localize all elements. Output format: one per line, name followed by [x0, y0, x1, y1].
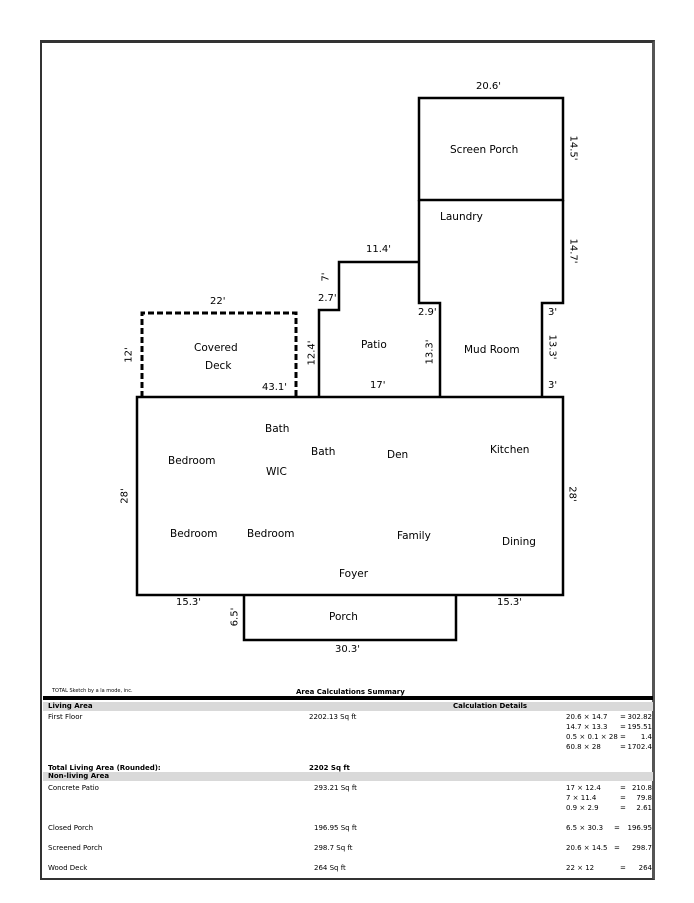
calc-expr: 0.9 × 2.9: [566, 804, 599, 812]
living-area-header: Living Area: [48, 702, 93, 710]
room-bedroom: Bedroom: [168, 455, 216, 467]
room-kitchen: Kitchen: [490, 444, 530, 456]
calc-eq: =: [620, 723, 626, 731]
dimension-label: 3': [548, 380, 558, 391]
calc-eq: =: [620, 864, 626, 872]
dimension-label: 6.5': [229, 607, 241, 627]
calc-value: 196.95: [627, 824, 652, 832]
room-den: Den: [387, 449, 409, 461]
dimension-label: 13.3': [546, 334, 558, 360]
calc-eq: =: [620, 713, 626, 721]
area-name: First Floor: [48, 713, 83, 721]
dimension-label: 13.3': [424, 339, 436, 365]
calc-expr: 22 × 12: [566, 864, 595, 872]
calc-value: 1702.4: [627, 743, 652, 751]
room-foyer: Foyer: [339, 568, 369, 580]
area-name: Wood Deck: [48, 864, 88, 872]
dimension-label: 30.3': [335, 644, 361, 655]
room-patio: Patio: [361, 339, 387, 351]
calc-value: 302.82: [627, 713, 652, 721]
dimension-label: 28': [119, 488, 131, 504]
dimension-label: 12.4': [306, 340, 318, 366]
calc-value: 195.51: [627, 723, 652, 731]
room-dining: Dining: [502, 536, 536, 548]
calc-eq: =: [620, 794, 626, 802]
dimension-label: 14.5': [567, 135, 579, 161]
dimension-label: 7': [320, 272, 332, 282]
calc-eq: =: [614, 824, 620, 832]
calc-value: 264: [638, 864, 652, 872]
area-name: Closed Porch: [48, 824, 94, 832]
area-name: Concrete Patio: [48, 784, 99, 792]
software-credit: TOTAL Sketch by a la mode, inc.: [52, 688, 133, 694]
area-value: 196.95 Sq ft: [314, 824, 357, 832]
summary-divider: [43, 696, 653, 700]
calc-eq: =: [620, 804, 626, 812]
calc-eq: =: [614, 844, 620, 852]
dimension-label: 12': [123, 347, 135, 363]
dimension-label: 28': [566, 486, 578, 502]
calc-value: 79.8: [636, 794, 652, 802]
room-screen-porch: Screen Porch: [450, 144, 519, 156]
dimension-label: 14.7': [567, 238, 579, 264]
calc-expr: 60.8 × 28: [566, 743, 601, 751]
dimension-label: 2.9': [418, 307, 437, 318]
dimension-label: 2.7': [318, 293, 337, 304]
calc-eq: =: [620, 784, 626, 792]
nonliving-area-bar: [43, 772, 653, 781]
total-living-area-value: 2202 Sq ft: [309, 764, 350, 772]
room-bath: Bath: [265, 423, 290, 435]
calc-eq: =: [620, 743, 626, 751]
mud-room-right-wall: [542, 200, 563, 397]
total-living-area-label: Total Living Area (Rounded):: [48, 764, 161, 772]
main-house-outline: [137, 397, 563, 595]
calc-value: 2.61: [636, 804, 652, 812]
calc-value: 1.4: [640, 733, 652, 741]
room-bedroom: Bedroom: [247, 528, 295, 540]
calc-expr: 7 × 11.4: [566, 794, 597, 802]
room-porch: Porch: [329, 611, 358, 623]
mud-room-outline: [419, 200, 440, 397]
area-value: 2202.13 Sq ft: [309, 713, 357, 721]
dimension-label: 15.3': [497, 597, 523, 608]
calc-expr: 20.6 × 14.7: [566, 713, 608, 721]
patio-outline: [319, 262, 419, 397]
room-bath: Bath: [311, 446, 336, 458]
calc-value: 298.7: [631, 844, 652, 852]
area-name: Screened Porch: [48, 844, 103, 852]
dimension-label: 17': [370, 380, 386, 391]
dimension-label: 20.6': [476, 81, 502, 92]
calc-expr: 14.7 × 13.3: [566, 723, 608, 731]
nonliving-area-header: Non-living Area: [48, 772, 110, 780]
area-value: 298.7 Sq ft: [314, 844, 353, 852]
dimension-label: 11.4': [366, 244, 392, 255]
calc-value: 210.8: [631, 784, 652, 792]
calc-expr: 17 × 12.4: [566, 784, 601, 792]
area-value: 293.21 Sq ft: [314, 784, 357, 792]
dimension-label: 15.3': [176, 597, 202, 608]
room-mud-room: Mud Room: [464, 344, 520, 356]
room-wic: WIC: [266, 466, 287, 478]
calc-expr: 20.6 × 14.5: [566, 844, 608, 852]
room-covered-deck-line2: Deck: [205, 360, 232, 372]
dimension-label: 22': [210, 296, 226, 307]
calc-expr: 0.5 × 0.1 × 28 =: [566, 733, 626, 741]
living-area-bar: [43, 702, 653, 711]
calculation-details-header: Calculation Details: [453, 702, 528, 710]
room-bedroom: Bedroom: [170, 528, 218, 540]
dimension-label: 43.1': [262, 382, 288, 393]
room-laundry: Laundry: [440, 211, 483, 223]
calc-expr: 6.5 × 30.3: [566, 824, 604, 832]
room-covered-deck-line1: Covered: [194, 342, 238, 354]
dimension-label: 3': [548, 307, 558, 318]
summary-title: Area Calculations Summary: [296, 688, 405, 696]
room-family: Family: [397, 530, 431, 542]
area-value: 264 Sq ft: [314, 864, 346, 872]
